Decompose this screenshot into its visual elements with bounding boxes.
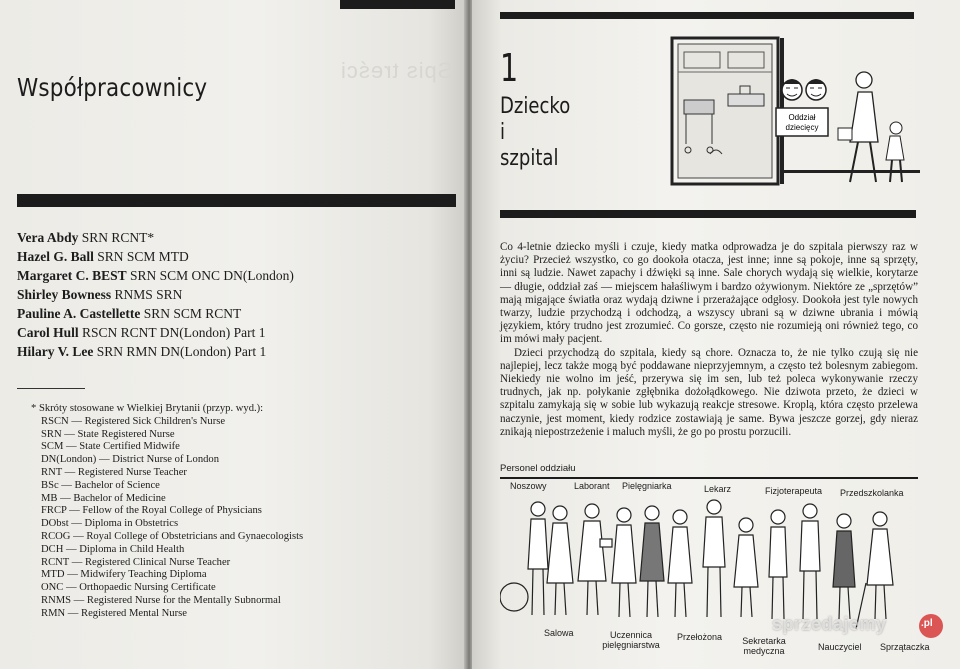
contributor: Vera Abdy SRN RCNT* xyxy=(17,230,155,245)
figure-nurse xyxy=(640,506,664,617)
watermark-badge-text: .pl xyxy=(921,618,933,629)
chapter-title xyxy=(500,94,570,172)
abbreviation-list xyxy=(31,416,303,621)
abbreviation-item: RSCN — Registered Sick Children's Nurse xyxy=(41,415,226,427)
staff-label: Sprzątaczka xyxy=(880,642,930,652)
abbreviation-item: SRN — State Registered Nurse xyxy=(41,428,175,440)
top-bar-left xyxy=(340,0,455,9)
footnote-rule xyxy=(17,388,85,389)
paragraph: Dzieci przychodzą do szpitala, kiedy są chore. Oznacza to, że nie tylko czują się nie najlepiej, lecz także mogą być poddawane nieprzyjemnym, a często też bolesnym zabiegom. Niekiedy nie wolno im jeść, przerywa się im sen, lub też poleca wykonywanie rzeczy trudnych, jak np. połykanie zgłębnika dożołądkowego. Nie dziwota przeto, że dzieci w szpitalu zamykają się w sobie lub wykazują reakcje stresowe. Kroplą, która często przelewa naczynie, jest moment, kiedy rodzice zostawiają je same. Bywa jeszcze gorzej, gdy nieraz znikają niepostrzeżenie i maluch myśli, że go po prostu porzucili. xyxy=(500,346,918,438)
figure-student-nurse xyxy=(612,508,636,617)
figure-lab-tech xyxy=(578,504,612,615)
contributors-list xyxy=(17,228,294,361)
abbreviation-item: FRCP — Fellow of the Royal College of Physicians xyxy=(41,505,262,517)
figure-nursery-nurse xyxy=(833,514,855,619)
staff-label: Pielęgniarka xyxy=(622,481,672,491)
divider-bar-right xyxy=(500,210,916,218)
figure-cleaner xyxy=(856,512,893,629)
chapter-title-line: szpital xyxy=(500,146,559,171)
ward-sign-text: dziecięcy xyxy=(785,123,819,132)
abbreviation-item: DObst — Diploma in Obstetrics xyxy=(41,518,179,530)
abbreviation-item: RMN — Registered Mental Nurse xyxy=(41,607,187,619)
figure-caption: Personel oddziału xyxy=(500,463,576,474)
section-title: Współpracownicy xyxy=(17,73,208,102)
abbreviation-item: SCM — State Certified Midwife xyxy=(41,441,180,453)
abbreviation-item: RCOG — Royal College of Obstetricians and Gynaecologists xyxy=(41,530,304,542)
abbreviation-item: DCH — Diploma in Child Health xyxy=(41,543,185,555)
abbreviation-item: RCNT — Registered Clinical Nurse Teacher xyxy=(41,556,231,568)
abbreviation-item: MB — Bachelor of Medicine xyxy=(41,492,166,504)
staff-label: Sekretarka medyczna xyxy=(742,636,786,656)
staff-label: Przedszkolanka xyxy=(840,488,904,498)
contributor: Carol Hull RSCN RCNT DN(London) Part 1 xyxy=(17,325,266,340)
abbreviation-item: MTD — Midwifery Teaching Diploma xyxy=(41,569,207,581)
abbreviation-item: RNT — Registered Nurse Teacher xyxy=(41,466,187,478)
staff-label: Fizjoterapeuta xyxy=(765,486,823,496)
right-page xyxy=(472,0,960,669)
contributor: Pauline A. Castellette SRN SCM RCNT xyxy=(17,306,242,321)
footnote-title: * Skróty stosowane w Wielkiej Brytanii (przyp. wyd.): xyxy=(31,403,264,414)
ward-sign-text: Oddział xyxy=(788,113,816,122)
abbreviation-item: BSc — Bachelor of Science xyxy=(41,479,160,491)
contributor: Hilary V. Lee SRN RMN DN(London) Part 1 xyxy=(17,344,267,359)
left-page xyxy=(0,0,466,669)
chapter-title-line: i xyxy=(500,120,506,145)
abbreviation-item: ONC — Orthopaedic Nursing Certificate xyxy=(41,582,216,594)
figure-ward-maid xyxy=(547,506,573,615)
chapter-body xyxy=(500,241,918,439)
watermark-text: sprzedajemy xyxy=(772,614,887,634)
abbreviation-item: DN(London) — District Nurse of London xyxy=(41,454,220,466)
figure-teacher xyxy=(800,504,820,619)
chapter-number: 1 xyxy=(500,46,519,90)
show-through-text: Spis treści xyxy=(340,58,453,83)
staff-label: Nauczyciel xyxy=(818,642,862,652)
figure-physio xyxy=(769,510,787,619)
divider-bar-left xyxy=(17,194,456,207)
staff-label: Laborant xyxy=(574,481,610,491)
top-bar-right xyxy=(500,12,914,19)
contributor: Margaret C. BEST SRN SCM ONC DN(London) xyxy=(17,268,294,283)
staff-label: Przełożona xyxy=(677,632,723,642)
contributor: Shirley Bowness RNMS SRN xyxy=(17,287,183,302)
chapter-title-line: Dziecko xyxy=(500,94,571,119)
abbreviations-footnote xyxy=(31,403,303,621)
figure-secretary xyxy=(734,518,758,617)
abbreviation-item: RNMS — Registered Nurse for the Mentally Subnormal xyxy=(41,594,281,606)
staff-label: Noszowy xyxy=(510,481,547,491)
figure-sister xyxy=(668,510,692,617)
staff-label: Lekarz xyxy=(704,484,732,494)
contributor: Hazel G. Ball SRN SCM MTD xyxy=(17,249,189,264)
staff-label: Salowa xyxy=(544,628,574,638)
staff-label: Uczennica pielęgniarstwa xyxy=(602,630,660,650)
paragraph: Co 4-letnie dziecko myśli i czuje, kiedy matka odprowadza je do szpitala pierwszy raz w życiu? Przecież wszystko, co go dookoła otacza, jest inne; inne są pokoje, inne są sprzęty, inni są ludzie. Nawet zapachy i dźwięki są inne. Sale chorych wydają się wielkie, korytarze — długie, oddział zaś — miejscem hałaśliwym i bardzo ożywionym. Niektóre ze „sprzętów” mają migające światła oraz wydają dziwne i przerażające odgłosy. Dookoła jest tyle nowych twarzy, ludzie przychodzą i odchodzą, a wszyscy ubrani są w dziwne ubrania i mówią językiem, który trudno jest zrozumieć. Co gorsze, często nie rozumieją oni również tego, co im mówi mały pacjent. xyxy=(500,241,918,346)
figure-porter xyxy=(500,502,548,615)
hospital-ward-illustration xyxy=(670,32,920,192)
figure-doctor xyxy=(703,500,725,617)
